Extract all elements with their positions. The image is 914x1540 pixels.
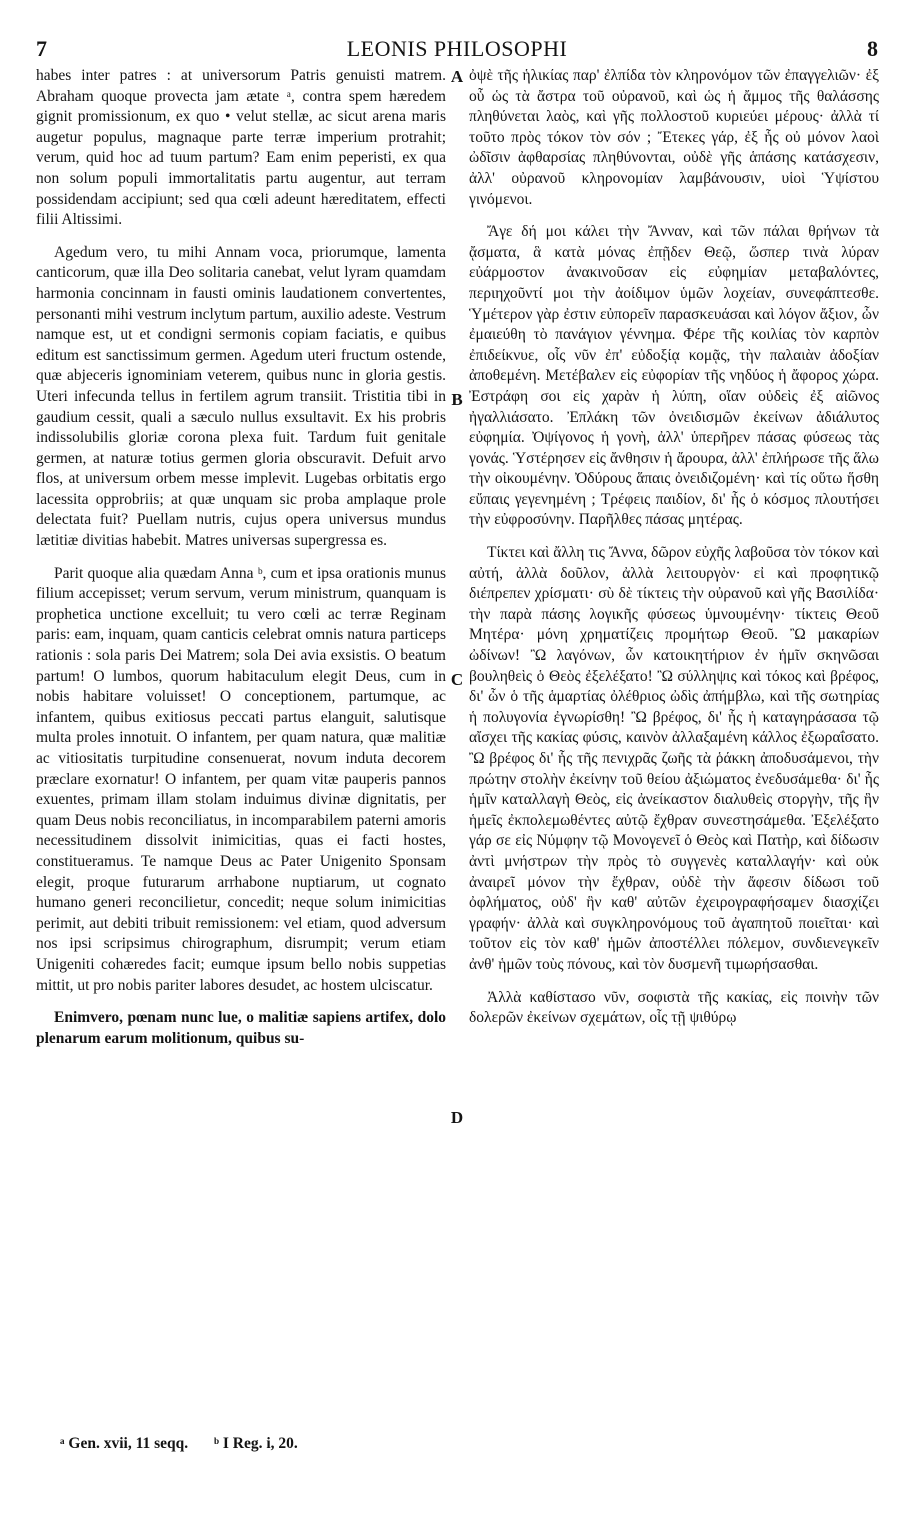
latin-paragraph-2: Agedum vero, tu mihi Annam voca, priorumque, lamenta canticorum, quæ illa Deo solitaria canebat, velut lyram quamdam harmonia concinnam in fausti ominis laudationem convertentes, personanti mihi vestrum inclytum partum, auxilio adeste. Vestrum namque est, ut et condigni sermonis copiam faciatis, e quibus editum est sanctissimum germen. Agedum uteri fructum ostende, quæ abjeceris ignominiam veterem, quibus nunc in gloria gestis. Uteri infecunda tellus in fertilem agrum transiit. Tristitia tibi in gaudium cessit, quali a sæculo nullus exsultavit. Ex his probris indissolubilis gloriæ corona plexa fuit. Tardum fuit genitale germen, at naturæ totius germen gloria obscuravit. Defuit arvo flos, at universum orbem messe implevit. Lugebas orbitatis ergo lacessita opprobriis; at quæ unquam sic proba amplaque prole delectata fuit? Puellam nutris, cujus opera universus mundus lætitiæ divitias habebit. Matres universas supergressa es. (36, 243, 446, 550)
latin-paragraph-4: Enimvero, pœnam nunc lue, o malitiæ sapiens artifex, dolo plenarum earum molitionum, quibus su- (36, 1009, 446, 1047)
greek-column (469, 66, 879, 1041)
margin-marker-d: D (450, 1108, 464, 1127)
greek-paragraph-2: Ἄγε δή μοι κάλει τὴν Ἄνναν, καὶ τῶν πάλαι θρήνων τὰ ᾄσματα, ἃ κατὰ μόνας ἐπῇδεν Θεῷ, ὥσπερ τινὰ λύραν εὐάρμοστον ἀνακινοῦσαν εἰς εὐφημίαν μεταβαλόντες, περιηχοῦντί μοι τὴν ἀοίδιμον ὑμῶν λοχείαν, συνεφάπτεσθε. Ὑμέτερον γὰρ ἐστιν εὐπορεῖν παρασκευάσαι καὶ λόγον ἄξιον, ὧν ἐμαιεύθη τὸ πανάγιον γέννημα. Φέρε τῆς κοιλίας τὸν καρπὸν ἐπιδείκνυε, οἷς νῦν ἐπ' εὐδοξίᾳ κομᾷς, τὴν παλαιὰν ἀδοξίαν ἀποθεμένη. Μετέβαλεν εἰς εὐφορίαν τῆς νηδύος ἡ ἄφορος χώρα. Ἐστράφη σοι εἰς χαρὰν ἡ λύπη, οἵαν οὐδεὶς ἐξ αἰῶνος ἠγαλλιάσατο. Ἐπλάκη τῶν ὀνειδισμῶν ἐκείνων ἀδιάλυτος εὐφημία. Ὀψίγονος ἡ γονὴ, ἀλλ' ὑπερῆρεν πάσας φύσεως τὰς γονάς. Ὑστέρησεν εἰς ἄνθησιν ἡ ἄρουρα, ἀλλ' ἐπλήρωσε τῆς ἅλω τὴν οἰκουμένην. Ὀδύρους ἅπαις ὀνειδιζομένη· καὶ τίς οὕτω ἥσθη εὔπαις γεγενημένη ; Τρέφεις παιδίον, δι' ἧς ὁ κόσμος πλουτήσει τὴν εὐφροσύνην. Παρῆλθες πάσας μητέρας. (469, 223, 879, 529)
running-title: LEONIS PHILOSOPHI (346, 36, 568, 61)
greek-paragraph-3: Τίκτει καὶ ἄλλη τις Ἄννα, δῶρον εὐχῆς λαβοῦσα τὸν τόκον καὶ αὐτή, ἀλλὰ δοῦλον, ἀλλὰ λειτουργὸν· εἰ καὶ προφητικῷ διέπρεπεν χρίσματι· σὺ δὲ τίκτεις τὴν οὐρανοῦ καὶ γῆς Βασιλίδα· τὴν παρὰ πάσης λογικῆς φύσεως ὑμνουμένην· τίκτεις Θεοῦ Μητέρα· μόνη χρηματίζεις προμήτωρ Θεοῦ. Ὢ μακαρίων ὠδίνων! Ὢ λαγόνων, ὧν κατοικητήριον ἐν ἡμῖν σκηνῶσαι βουληθεὶς ὁ Θεὸς ἐξελέξατο! Ὢ σύλληψις καὶ τόκος καὶ βρέφος, δι' ὧν ὁ τῆς ἁμαρτίας ὀλέθριος ὠδὶς ἀπήμβλω, καὶ τῆς σωτηρίας ἡ πολυγονία ἐγνωρίσθη! Ὢ βρέφος, δι' ἧς ἡ καταγηράσασα τῷ αἴσχει τῆς κακίας φύσις, καινὸν ἀλλαξαμένη κάλλος ἐξωραΐσατο. Ὢ βρέφος δι' ἧς τῆς πενιχρᾶς ζωῆς τὰ ῥάκκη ἀποδυσάμενοι, τὴν πρώτην στολὴν ἐκείνην τοῦ θείου ἀξιώματος ἐνεδυσάμεθα· δι' ἧς ἡμῖν καταλλαγὴ Θεὸς, εἰς ἀνείκαστον διαλυθεὶς στοργὴν, τῆς ἣν ἡμεῖς ἐκπολεμωθέντες αὐτῷ ἔχθραν συνεστησάμεθα. Ἐξελέξατο γάρ σε εἰς Νύμφην τῷ Μονογενεῖ ὁ Θεὸς καὶ Πατὴρ, καὶ δίδωσιν ἀντὶ μνήστρων τὴν πρὸς τὸ συγγενὲς καταλλαγήν· καὶ οὐκ ἀναιρεῖ μόνον τὴν ἔχθραν, οὐδὲ τὴν ἄφεσιν δίδωσι τοῦ ὀφλήματος, οὐδ' ἣν καθ' αὐτῶν ἐχειρογραφήσαμεν διασχίζει γραφήν· ἀλλὰ καὶ συγκληρονόμους τοῦ ἀγαπητοῦ ποιεῖται· καὶ τοῦτον εἰς τὸν καθ' ἡμῶν ἀποστέλλει πόλεμον, συνδιενεγκεῖν ἀνθ' ἡμῶν τοὺς πόνους, καὶ τὸν δυσμενῆ τιμωρήσασθαι. (469, 544, 879, 973)
footnote-b: ᵇ I Reg. i, 20. (214, 1435, 298, 1452)
footnote-a: ᵃ Gen. xvii, 11 seqq. (60, 1435, 189, 1452)
latin-column (36, 66, 446, 1061)
greek-paragraph-4: Ἀλλὰ καθίστασο νῦν, σοφιστὰ τῆς κακίας, εἰς ποινὴν τῶν δολερῶν ἐκείνων σχεμάτων, οἷς τῇ ψιθύρῳ (469, 988, 879, 1027)
margin-marker-b: B (451, 390, 463, 409)
greek-paragraph-1: ὀψὲ τῆς ἡλικίας παρ' ἐλπίδα τὸν κληρονόμον τῶν ἐπαγγελιῶν· ἐξ οὗ ὡς τὰ ἄστρα τοῦ οὐρανοῦ, καὶ ὡς ἡ ἄμμος τῆς θαλάσσης πληθύνεται λαὸς, καὶ γῆς πολλοστοῦ κυριεύει μέρους· ἀλλὰ τί τοῦτο πρὸς τόκον τὸν σόν ; Ἔτεκες γάρ, ἐξ ἧς οὐ μόνον λαοὶ ὠδῖσιν ἀφθαρσίας πληθύνονται, οὐδὲ γῆς ἁπάσης κατάσχεσιν, ἀλλ' οὐρανοῦ κληρονομίαν λαμβάνουσιν, υἱοὶ Ὑψίστου γινόμενοι. (469, 67, 879, 208)
page-number-right: 8 (867, 36, 878, 61)
latin-paragraph-3: Parit quoque alia quædam Anna ᵇ, cum et ipsa orationis munus filium accepisset; verum servum, verum ministrum, quanquam is prophetica unctione excelluit; tu vero cœli ac terræ Reginam paris: eam, inquam, quam canticis celebrat omnis natura particeps rationis : sola paris Dei Matrem; sola Dei avia exsistis. O beatum partum! O lumbos, quorum habitaculum elegit Deus, cum in nobis habitare voluisset! O conceptionem, partumque, ac infantem, quibus exitiosus peccati partus elanguit, salutisque multa proles innotuit. O infantem, per quam natura, quæ malitiæ ac vitiositatis turpitudine consenuerat, novum induta decorem præclare exornatur! O infantem, per quam vitæ pauperis pannos exuentes, primam illam stolam induimus divinæ dignitatis, per quam Deus nobis reconciliatus, in incomparabilem paterni amoris necessitudinem dissolvit inimicitias, quas ei facti hostes, constitueramus. Te namque Deus ac Pater Unigenito Sponsam elegit, proque futurarum arrhabone nuptiarum, ut cognato humano generi reconcilietur, concedit; neque solum inimicitias perimit, aut debiti tribuit remissionem: vel etiam, quod adversum nos ipsi scripsimus chirographum, disrumpit; verum etiam Unigeniti cohæredes facit; eumque ipsum bello nobis suppetias mittit, ut pro nobis pariter labores desudet, ac hostem ulciscatur. (36, 564, 446, 994)
margin-marker-c: C (450, 670, 464, 689)
footnotes (60, 1434, 320, 1454)
latin-paragraph-1: habes inter patres : at universorum Patris genuisti matrem. Abraham quoque provecta jam ætate ᵃ, contra spem hæredem gignit promissionum, ex quo • velut stellæ, ac sicut arena maris augetur populus, magnaque parte terræ imperium protrahit; verum, quid hoc ad tuum partum? Eam enim peperisti, ex qua non solum populi immortalitatis partu augentur, aut terram possidendam accipiunt; sed qua cœli adeunt hæreditatem, effecti filii Altissimi. (36, 67, 446, 229)
page-number-left: 7 (36, 36, 47, 61)
running-header (0, 36, 914, 62)
margin-marker-a: A (450, 67, 464, 86)
